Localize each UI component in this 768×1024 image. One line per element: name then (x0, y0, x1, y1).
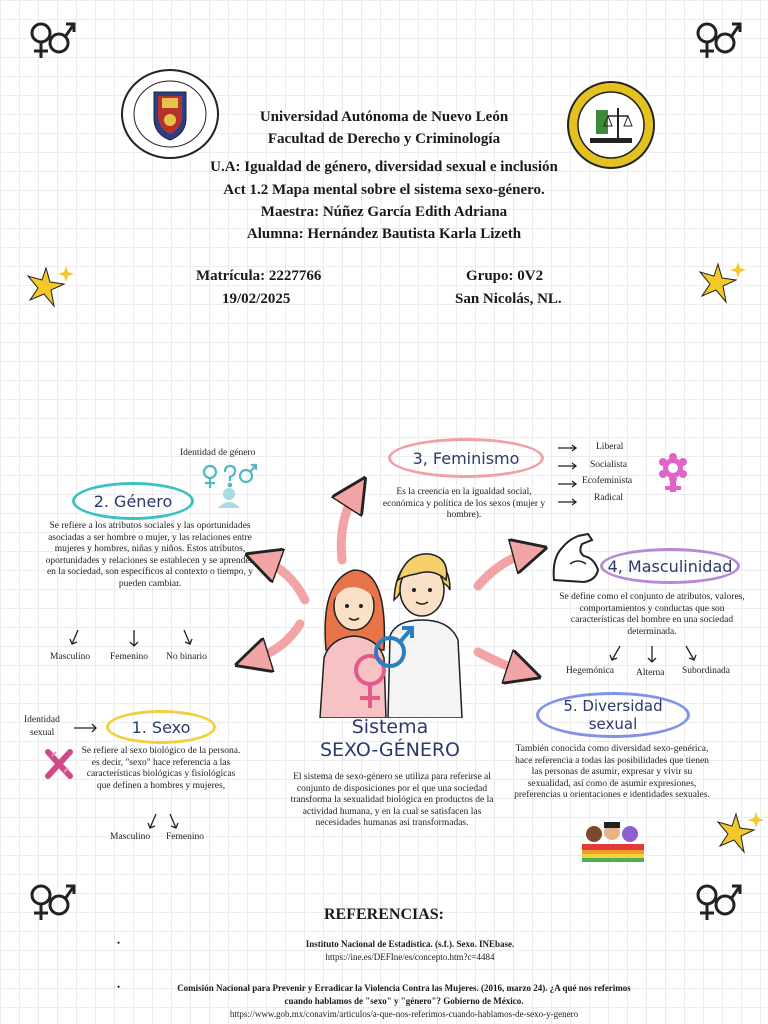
sexual-identity-label (24, 714, 60, 740)
student-name: Alumna: Hernández Bautista Karla Lizeth (246, 226, 522, 242)
matricula: Matrícula: 2227766 (196, 268, 322, 284)
arrow-to-masculinidad (478, 552, 530, 586)
masculinidad-type-subordinada: Subordinada (682, 666, 731, 676)
couple-illustration (316, 540, 466, 718)
arrow-to-genero (262, 560, 305, 600)
masculinidad-oval (600, 548, 740, 584)
down-arrow-icon (58, 628, 228, 650)
reference-2-citation-line1: Comisión Nacional para Prevenir y Erradicar la Violencia Contra las Mujeres. (2016, marzo 24). ¿A qué nos referimos (177, 983, 631, 993)
sparkle-star-icon (694, 258, 746, 308)
center-title-line1: Sistema (351, 716, 429, 738)
flexed-arm-icon (548, 528, 602, 584)
down-arrow-icon (140, 812, 190, 832)
references-title: REFERENCIAS: (323, 906, 444, 923)
university-name: Universidad Autónoma de Nuevo León (259, 109, 509, 125)
course-name: U.A: Igualdad de género, diversidad sexual e inclusión (210, 159, 558, 175)
gender-symbols-icon (26, 16, 78, 64)
reference-item-2 (124, 982, 684, 1021)
genero-type-femenino: Femenino (110, 652, 148, 662)
reference-2-url[interactable]: https://www.gob.mx/conavim/articulos/a-que-nos-referimos-cuando-hablamos-de-sexo-y-genero (229, 1009, 579, 1019)
feminismo-oval (388, 438, 544, 478)
faculty-name: Facultad de Derecho y Criminología (267, 131, 501, 147)
chromosome-icon (40, 746, 80, 782)
feminismo-type-socialista: Socialista (590, 460, 627, 470)
diverse-people-icon (578, 820, 648, 862)
diversidad-title-line2: sexual (588, 715, 638, 733)
reference-2-citation-line2: cuando hablamos de "sexo" y "género"? Gobierno de México. (284, 996, 524, 1006)
masculinidad-type-alterna: Alterna (636, 668, 665, 678)
sexo-title: 1. Sexo (131, 717, 191, 737)
city: San Nicolás, NL. (455, 291, 562, 307)
arrow-to-diversidad (478, 652, 524, 672)
right-arrow-icon (556, 442, 582, 508)
center-title-line2: SEXO-GÉNERO (319, 739, 460, 761)
feminismo-type-liberal: Liberal (596, 442, 624, 452)
down-arrow-icon (600, 644, 710, 666)
gender-identity-icon (200, 462, 258, 508)
feminismo-description: Es la creencia en la igualdad social, económica y política de los sexos (mujer y hombre). (382, 487, 546, 520)
center-title (300, 716, 480, 762)
reference-item-1 (160, 938, 660, 964)
sexo-description: Se refiere al sexo biológico de la persona. es decir, "sexo" hace referencia a las características biológicas y fisiológicas que definen a hombres y mujeres, (81, 746, 241, 791)
genero-oval (72, 482, 194, 520)
feminismo-title: 3, Feminismo (412, 448, 520, 468)
genero-description: Se refiere a los atributos sociales y las oportunidades asociadas a ser hombre o mujer, y las relaciones entre mujeres y hombres, niñas y niños. Estos atributos, oportunidades y relaciones se establecen y se aprenden en la sociedad, son específicos al contexto o tiempo, y pueden cambiar. (45, 521, 255, 589)
diversidad-description: También conocida como diversidad sexo-genérica, hace referencia a todas las posibilidades que tienen las personas de asumir, expresar y vivir su sexualidad, así como de asumir expresiones, preferencias u orientaciones e identidades sexuales. (514, 744, 710, 800)
diversidad-title-line1: 5. Diversidad (563, 697, 663, 715)
sexual-identity-label-line1: Identidad (24, 715, 60, 725)
sexo-oval (106, 710, 216, 744)
reference-bullet: • (117, 982, 121, 992)
right-arrow-icon (72, 722, 100, 734)
gender-identity-label: Identidad de género (180, 448, 256, 458)
feminismo-type-ecofeminista: Ecofeminista (582, 476, 633, 486)
reference-bullet: • (117, 938, 121, 948)
grupo: Grupo: 0V2 (466, 268, 544, 284)
masculinidad-title: 4, Masculinidad (607, 556, 733, 576)
teacher-name: Maestra: Núñez García Edith Adriana (260, 204, 508, 220)
masculinidad-type-hegemonica: Hegemónica (566, 666, 615, 676)
reference-1-url[interactable]: https://ine.es/DEFIne/es/concepto.htm?c=4484 (325, 952, 495, 962)
date: 19/02/2025 (222, 291, 291, 307)
sexo-type-femenino: Femenino (166, 832, 204, 842)
gender-symbols-icon (692, 16, 744, 64)
sexo-type-masculino: Masculino (110, 832, 151, 842)
diversidad-oval (536, 692, 690, 738)
sparkle-star-icon (22, 262, 74, 312)
activity-name: Act 1.2 Mapa mental sobre el sistema sexo-género. (223, 182, 545, 198)
sparkle-star-icon (712, 808, 764, 858)
reference-1-citation: Instituto Nacional de Estadística. (s.f.). Sexo. INEbase. (305, 939, 515, 949)
feminismo-type-radical: Radical (594, 493, 624, 503)
masculinidad-description: Se define como el conjunto de atributos, valores, comportamientos y conductas que son características del hombre en una sociedad determinada. (559, 592, 745, 637)
arrow-to-sexo (252, 624, 300, 660)
center-description: El sistema de sexo-género se utiliza para referirse al conjunto de disposiciones por el que una sociedad transforma la sexualidad biológica en productos de la actividad humana, y en la cual se satisfacen las necesidades humanas así transformadas. (290, 772, 494, 828)
sexual-identity-label-line2: sexual (30, 728, 55, 738)
genero-type-no-binario: No binario (166, 652, 207, 662)
genero-title: 2. Género (93, 491, 173, 511)
feminism-fist-icon (652, 452, 694, 498)
genero-type-masculino: Masculino (50, 652, 91, 662)
